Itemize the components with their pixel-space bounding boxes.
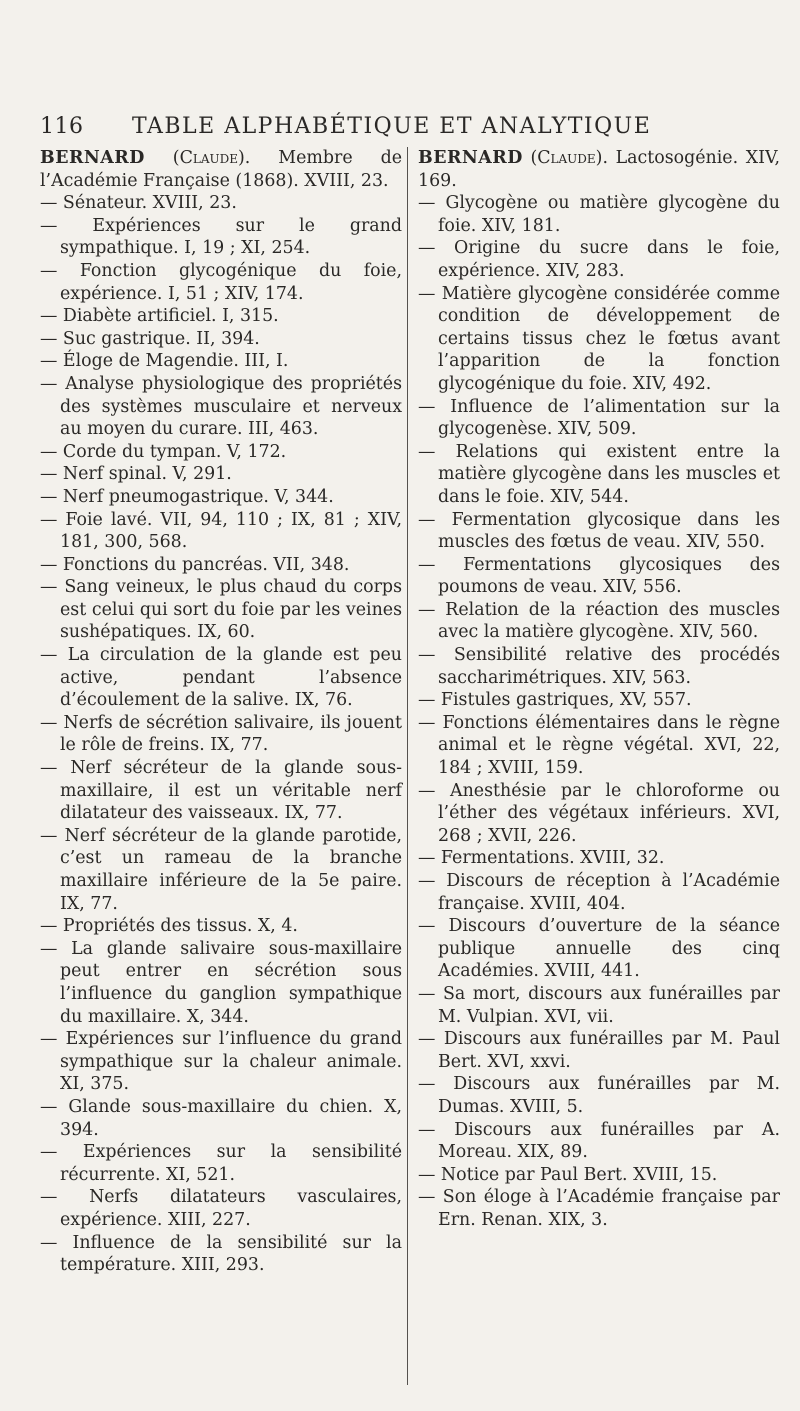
running-head: TABLE ALPHABÉTIQUE ET ANALYTIQUE — [132, 114, 652, 139]
index-entry: — Foie lavé. VII, 94, 110 ; IX, 81 ; XIV, 181, 300, 568. — [40, 509, 402, 553]
index-entry: — Sensibilité relative des procédés saccharimétriques. XIV, 563. — [418, 645, 780, 688]
right-column — [418, 147, 780, 1232]
index-entry: — Discours aux funérailles par M. Dumas. XVIII, 5. — [418, 1074, 780, 1117]
index-entry: — Sa mort, discours aux funérailles par M. Vulpian. XVI, vii. — [418, 983, 780, 1027]
index-entry: — Nerf sécréteur de la glande parotide, c’est un rameau de la branche maxillaire inférieure de la 5e paire. IX, 77. — [40, 825, 402, 914]
index-entry: — Son éloge à l’Académie française par Ern. Renan. XIX, 3. — [418, 1187, 780, 1230]
right-entry-list — [418, 192, 780, 1231]
index-entry: — La circulation de la glande est peu active, pendant l’absence d’écoulement de la salive. IX, 76. — [40, 645, 402, 711]
index-entry: — Discours aux funérailles par M. Paul Bert. XVI, xxvi. — [418, 1029, 780, 1072]
index-entry: — Expériences sur l’influence du grand sympathique sur la chaleur animale. XI, 375. — [40, 1029, 402, 1095]
index-entry: — Expériences sur la sensibilité récurrente. XI, 521. — [40, 1142, 402, 1185]
index-entry: — Corde du tympan. V, 172. — [40, 441, 287, 462]
heading-text: Lactosogénie. XIV, 169. — [418, 148, 781, 191]
index-entry: — Expériences sur le grand sympathique. I, 19 ; XI, 254. — [40, 215, 402, 259]
index-heading — [40, 147, 402, 192]
page-number: 116 — [40, 114, 84, 139]
index-entry: — Nerf spinal. V, 291. — [40, 464, 232, 485]
left-entry-list — [40, 192, 402, 1277]
index-entry: — Fermentation glycosique dans les muscles des fœtus de veau. XIV, 550. — [418, 509, 780, 553]
index-entry: — Diabète artificiel. I, 315. — [40, 306, 279, 327]
index-entry: — Nerf pneumogastrique. V, 344. — [40, 486, 334, 507]
index-entry: — Influence de l’alimentation sur la glycogenèse. XIV, 509. — [418, 396, 780, 440]
index-entry: — Relation de la réaction des muscles avec la matière glycogène. XIV, 560. — [418, 599, 780, 643]
heading-given-name: (Claude). — [530, 148, 608, 168]
index-entry: — Discours aux funérailles par A. Moreau. XIX, 89. — [418, 1119, 780, 1163]
index-entry: — Suc gastrique. II, 394. — [40, 328, 260, 349]
index-entry: — Fonctions élémentaires dans le règne animal et le règne végétal. XVI, 22, 184 ; XVIII, 159. — [418, 712, 780, 779]
index-entry: — Fermentations. XVIII, 32. — [418, 848, 665, 869]
index-heading — [418, 147, 780, 192]
index-entry: — Éloge de Magendie. III, I. — [40, 351, 289, 372]
index-entry: — Notice par Paul Bert. XVIII, 15. — [418, 1164, 718, 1185]
index-entry: — Propriétés des tissus. X, 4. — [40, 916, 298, 937]
index-entry: — Sénateur. XVIII, 23. — [40, 193, 237, 214]
page-header — [40, 114, 776, 144]
index-entry: — Nerf sécréteur de la glande sous-maxillaire, il est un véritable nerf dilatateur des vaisseaux. IX, 77. — [40, 758, 402, 824]
heading-text: Membre de l’Académie Française (1868). XVIII, 23. — [40, 148, 402, 191]
index-entry: — Anesthésie par le chloroforme ou l’éther des végétaux inférieurs. XVI, 268 ; XVII, 226. — [418, 780, 780, 846]
index-entry: — Fistules gastriques, XV, 557. — [418, 690, 692, 711]
column-divider — [407, 147, 408, 1385]
index-entry: — Matière glycogène considérée comme condition de développement de certains tissus chez le fœtus avant l’apparition de la fonction glycogénique du foie. XIV, 492. — [418, 283, 780, 394]
heading-name: BERNARD — [40, 148, 145, 168]
index-entry: — Nerfs de sécrétion salivaire, ils jouent le rôle de freins. IX, 77. — [40, 712, 402, 756]
index-entry: — Glycogène ou matière glycogène du foie. XIV, 181. — [418, 193, 780, 236]
index-entry: — Discours de réception à l’Académie française. XVIII, 404. — [418, 871, 780, 914]
left-column — [40, 147, 402, 1277]
heading-given-name: (Claude). — [172, 148, 251, 168]
index-entry: — Fermentations glycosiques des poumons de veau. XIV, 556. — [418, 554, 780, 598]
index-entry: — Influence de la sensibilité sur la température. XIII, 293. — [40, 1232, 402, 1276]
heading-name: BERNARD — [418, 148, 523, 168]
index-entry: — Sang veineux, le plus chaud du corps est celui qui sort du foie par les veines sushépatiques. IX, 60. — [40, 577, 402, 643]
index-entry: — Relations qui existent entre la matière glycogène dans les muscles et dans le foie. XIV, 544. — [418, 441, 780, 507]
index-entry: — Nerfs dilatateurs vasculaires, expérience. XIII, 227. — [40, 1187, 402, 1230]
index-entry: — Analyse physiologique des propriétés des systèmes musculaire et nerveux au moyen du curare. III, 463. — [40, 373, 402, 440]
index-entry: — Fonction glycogénique du foie, expérience. I, 51 ; XIV, 174. — [40, 260, 402, 304]
index-entry: — Glande sous-maxillaire du chien. X, 394. — [40, 1096, 402, 1140]
index-entry: — La glande salivaire sous-maxillaire peut entrer en sécrétion sous l’influence du ganglion sympathique du maxillaire. X, 344. — [40, 938, 402, 1027]
index-entry: — Fonctions du pancréas. VII, 348. — [40, 554, 350, 575]
index-entry: — Discours d’ouverture de la séance publique annuelle des cinq Académies. XVIII, 441. — [418, 916, 780, 982]
index-entry: — Origine du sucre dans le foie, expérience. XIV, 283. — [418, 238, 780, 281]
